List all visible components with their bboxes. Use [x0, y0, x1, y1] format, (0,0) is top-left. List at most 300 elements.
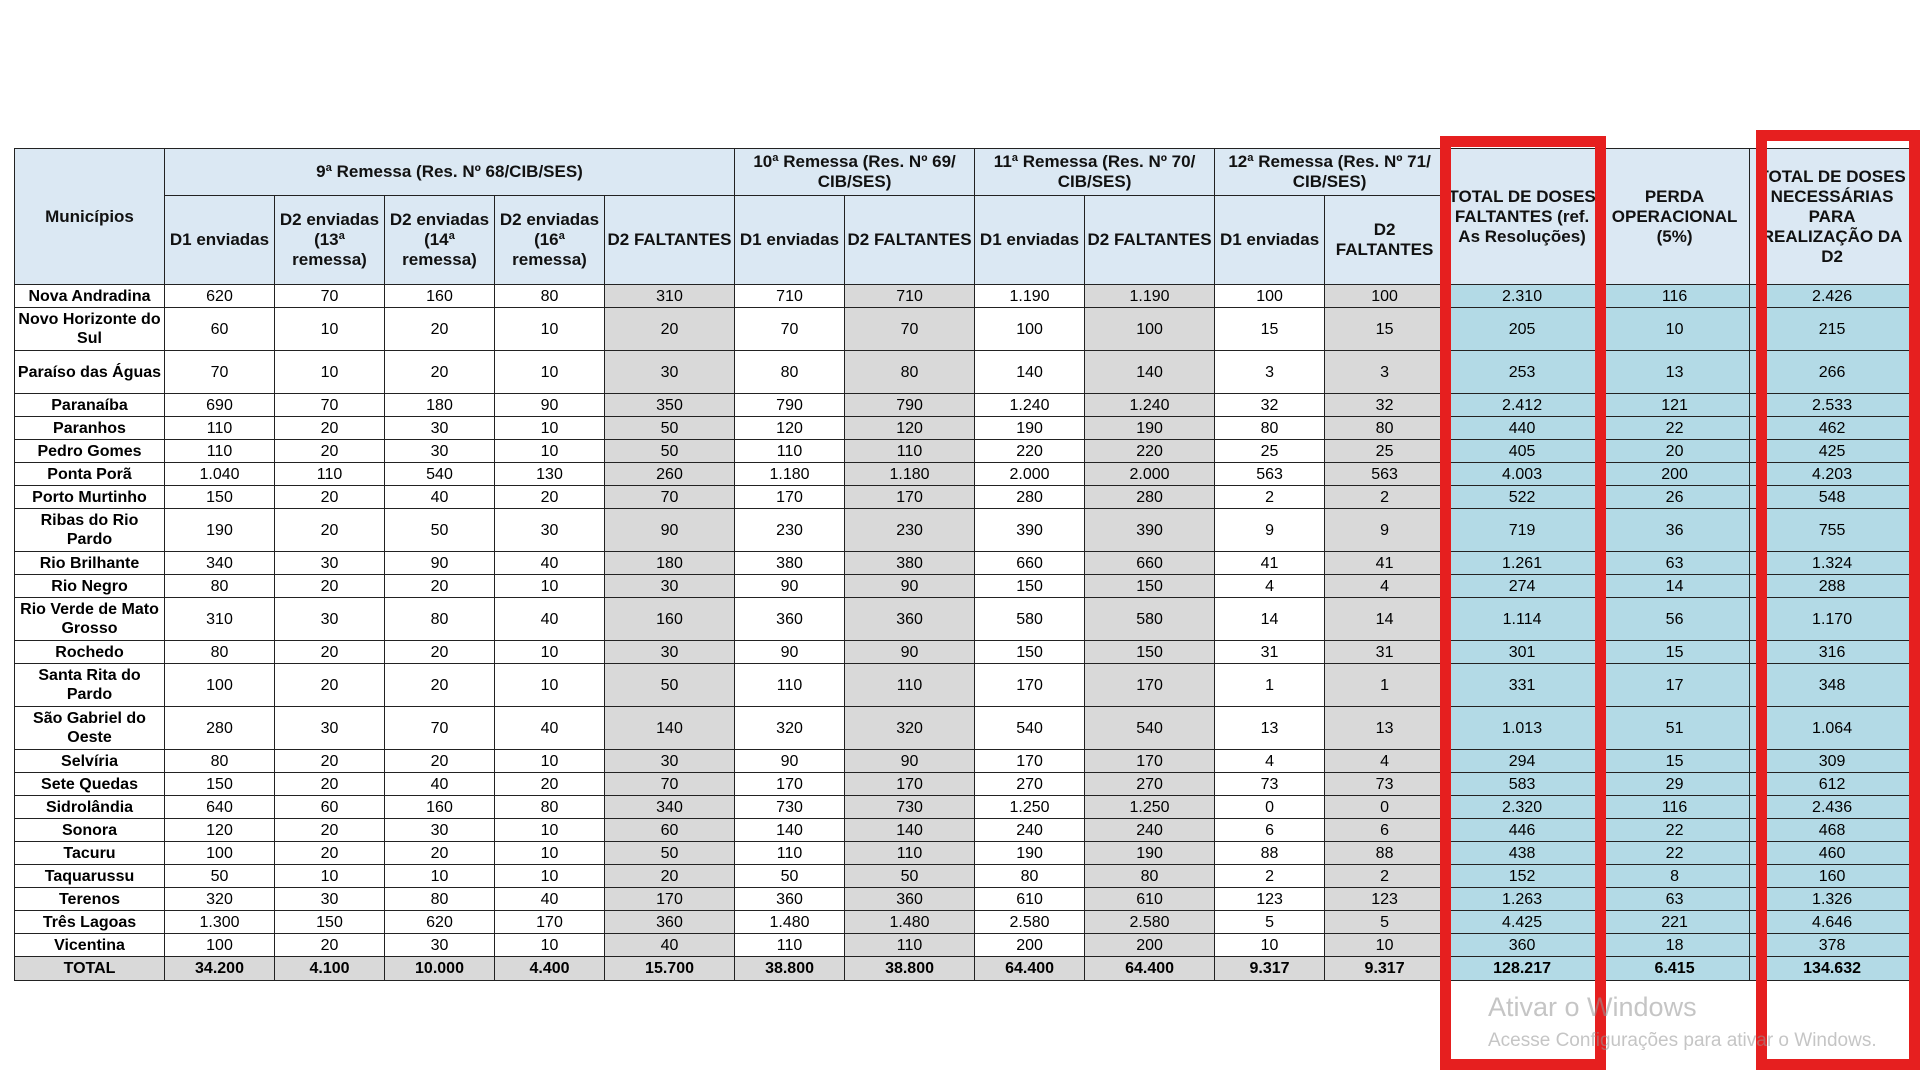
- table-cell: 1.114: [1445, 598, 1600, 641]
- table-cell: 310: [165, 598, 275, 641]
- table-cell: 25: [1215, 440, 1325, 463]
- table-cell: 15.700: [605, 957, 735, 981]
- table-cell: 610: [1085, 888, 1215, 911]
- table-cell: 170: [845, 773, 975, 796]
- table-cell: 1.250: [975, 796, 1085, 819]
- table-cell: 10: [495, 641, 605, 664]
- table-cell: 320: [165, 888, 275, 911]
- table-cell: 2: [1325, 865, 1445, 888]
- table-cell: 120: [845, 417, 975, 440]
- doses-table: [14, 148, 1915, 981]
- table-cell: 50: [605, 842, 735, 865]
- table-cell: 20: [275, 934, 385, 957]
- table-cell: 160: [605, 598, 735, 641]
- table-cell: 180: [605, 552, 735, 575]
- table-cell: 100: [1215, 285, 1325, 308]
- table-row: [15, 934, 1915, 957]
- table-cell: 140: [975, 351, 1085, 394]
- table-row: [15, 440, 1915, 463]
- table-cell: 150: [165, 773, 275, 796]
- table-cell: 50: [385, 509, 495, 552]
- table-header: [15, 149, 1915, 285]
- table-row: [15, 486, 1915, 509]
- table-cell: 40: [495, 552, 605, 575]
- table-cell: 719: [1445, 509, 1600, 552]
- table-body: [15, 285, 1915, 981]
- table-cell: 4.425: [1445, 911, 1600, 934]
- table-cell: 20: [275, 641, 385, 664]
- table-cell: 348: [1750, 664, 1915, 707]
- table-cell: 20: [1600, 440, 1750, 463]
- table-cell: 9: [1325, 509, 1445, 552]
- table-cell: 40: [385, 486, 495, 509]
- table-cell: 90: [735, 750, 845, 773]
- table-cell: 116: [1600, 796, 1750, 819]
- table-cell: 360: [735, 888, 845, 911]
- table-cell: 320: [845, 707, 975, 750]
- table-cell: 4: [1325, 575, 1445, 598]
- table-cell: 60: [605, 819, 735, 842]
- table-row: [15, 285, 1915, 308]
- header-total-necessarias: TOTAL DE DOSES NECESSÁRIAS PARA REALIZAÇÃO DA D2: [1750, 149, 1915, 285]
- table-cell: 2.426: [1750, 285, 1915, 308]
- table-cell: 340: [165, 552, 275, 575]
- table-cell: 380: [735, 552, 845, 575]
- table-cell: 4.646: [1750, 911, 1915, 934]
- table-cell: 10: [385, 865, 495, 888]
- table-cell: 170: [735, 486, 845, 509]
- table-cell: 190: [1085, 842, 1215, 865]
- table-cell: 88: [1325, 842, 1445, 865]
- table-cell: 15: [1600, 750, 1750, 773]
- municipio-name: Nova Andradina: [15, 285, 165, 308]
- table-row: [15, 509, 1915, 552]
- table-cell: 253: [1445, 351, 1600, 394]
- table-cell: 100: [165, 934, 275, 957]
- table-cell: 730: [845, 796, 975, 819]
- table-cell: 150: [1085, 575, 1215, 598]
- table-cell: 110: [275, 463, 385, 486]
- table-cell: 10: [495, 750, 605, 773]
- table-cell: 6: [1325, 819, 1445, 842]
- table-cell: 280: [1085, 486, 1215, 509]
- table-row: [15, 351, 1915, 394]
- table-cell: 221: [1600, 911, 1750, 934]
- table-cell: 360: [605, 911, 735, 934]
- table-cell: 1.190: [975, 285, 1085, 308]
- table-cell: 20: [275, 575, 385, 598]
- table-cell: 10: [495, 351, 605, 394]
- table-cell: 6: [1215, 819, 1325, 842]
- table-cell: 150: [975, 575, 1085, 598]
- table-row: [15, 641, 1915, 664]
- table-cell: 40: [495, 888, 605, 911]
- header-perda-operacional: PERDA OPERACIONAL (5%): [1600, 149, 1750, 285]
- table-cell: 34.200: [165, 957, 275, 981]
- table-cell: 340: [605, 796, 735, 819]
- table-cell: 755: [1750, 509, 1915, 552]
- table-cell: 80: [845, 351, 975, 394]
- table-row: [15, 842, 1915, 865]
- table-cell: 4.400: [495, 957, 605, 981]
- table-cell: 215: [1750, 308, 1915, 351]
- table-cell: 1.190: [1085, 285, 1215, 308]
- table-cell: 710: [735, 285, 845, 308]
- municipio-name: Santa Rita do Pardo: [15, 664, 165, 707]
- table-cell: 20: [275, 773, 385, 796]
- table-cell: 10: [1215, 934, 1325, 957]
- table-cell: 1: [1215, 664, 1325, 707]
- table-cell: 170: [1085, 664, 1215, 707]
- table-cell: 30: [385, 417, 495, 440]
- table-cell: 620: [165, 285, 275, 308]
- table-cell: 640: [165, 796, 275, 819]
- table-cell: 10: [1325, 934, 1445, 957]
- table-cell: 30: [275, 552, 385, 575]
- table-row: [15, 552, 1915, 575]
- table-cell: 1.170: [1750, 598, 1915, 641]
- table-cell: 10: [275, 865, 385, 888]
- table-cell: 10: [1600, 308, 1750, 351]
- header-sub: D1 enviadas: [735, 196, 845, 285]
- table-cell: 90: [735, 575, 845, 598]
- header-group-9: 9ª Remessa (Res. Nº 68/CIB/SES): [165, 149, 735, 196]
- table-cell: 5: [1215, 911, 1325, 934]
- total-label: TOTAL: [15, 957, 165, 981]
- header-sub: D2 FALTANTES: [1085, 196, 1215, 285]
- table-cell: 294: [1445, 750, 1600, 773]
- table-cell: 360: [735, 598, 845, 641]
- header-sub: D2 enviadas (14ª remessa): [385, 196, 495, 285]
- table-row: [15, 911, 1915, 934]
- table-cell: 280: [165, 707, 275, 750]
- table-cell: 6.415: [1600, 957, 1750, 981]
- table-cell: 90: [845, 575, 975, 598]
- table-cell: 128.217: [1445, 957, 1600, 981]
- table-cell: 190: [975, 417, 1085, 440]
- table-cell: 80: [165, 575, 275, 598]
- table-cell: 20: [385, 308, 495, 351]
- table-cell: 0: [1215, 796, 1325, 819]
- table-cell: 9.317: [1325, 957, 1445, 981]
- table-cell: 4.203: [1750, 463, 1915, 486]
- table-cell: 462: [1750, 417, 1915, 440]
- table-cell: 350: [605, 394, 735, 417]
- header-sub: D1 enviadas: [165, 196, 275, 285]
- table-cell: 30: [275, 888, 385, 911]
- table-cell: 390: [1085, 509, 1215, 552]
- table-cell: 100: [1325, 285, 1445, 308]
- table-cell: 10: [275, 351, 385, 394]
- table-row: [15, 773, 1915, 796]
- table-cell: 20: [495, 486, 605, 509]
- table-cell: 29: [1600, 773, 1750, 796]
- table-cell: 38.800: [735, 957, 845, 981]
- table-cell: 160: [1750, 865, 1915, 888]
- table-cell: 730: [735, 796, 845, 819]
- table-cell: 563: [1325, 463, 1445, 486]
- table-cell: 20: [385, 575, 495, 598]
- table-cell: 110: [845, 440, 975, 463]
- table-cell: 90: [845, 641, 975, 664]
- table-cell: 80: [1325, 417, 1445, 440]
- table-cell: 70: [275, 285, 385, 308]
- table-cell: 160: [385, 796, 495, 819]
- table-cell: 13: [1325, 707, 1445, 750]
- table-cell: 10: [495, 664, 605, 707]
- municipio-name: Rochedo: [15, 641, 165, 664]
- table-cell: 80: [385, 888, 495, 911]
- table-cell: 170: [975, 750, 1085, 773]
- table-cell: 70: [275, 394, 385, 417]
- municipio-name: Rio Brilhante: [15, 552, 165, 575]
- table-cell: 80: [1085, 865, 1215, 888]
- table-cell: 10: [495, 440, 605, 463]
- municipio-name: Sidrolândia: [15, 796, 165, 819]
- table-cell: 63: [1600, 888, 1750, 911]
- table-cell: 40: [495, 598, 605, 641]
- table-cell: 170: [1085, 750, 1215, 773]
- table-cell: 15: [1325, 308, 1445, 351]
- table-cell: 2: [1325, 486, 1445, 509]
- table-cell: 200: [1600, 463, 1750, 486]
- municipio-name: Sonora: [15, 819, 165, 842]
- table-cell: 20: [275, 417, 385, 440]
- header-sub: D2 FALTANTES: [605, 196, 735, 285]
- table-cell: 110: [735, 934, 845, 957]
- table-cell: 140: [605, 707, 735, 750]
- header-municipios: Municípios: [15, 149, 165, 285]
- table-cell: 13: [1215, 707, 1325, 750]
- table-cell: 17: [1600, 664, 1750, 707]
- table-cell: 30: [385, 440, 495, 463]
- table-cell: 240: [975, 819, 1085, 842]
- header-sub: D2 FALTANTES: [1325, 196, 1445, 285]
- table-cell: 10.000: [385, 957, 495, 981]
- table-cell: 360: [845, 598, 975, 641]
- table-cell: 130: [495, 463, 605, 486]
- table-cell: 438: [1445, 842, 1600, 865]
- windows-activation-watermark-subtitle: Acesse Configurações para ativar o Windows.: [1488, 1030, 1877, 1051]
- table-cell: 1.180: [735, 463, 845, 486]
- table-cell: 80: [735, 351, 845, 394]
- municipio-name: Novo Horizonte do Sul: [15, 308, 165, 351]
- table-cell: 10: [495, 308, 605, 351]
- table-cell: 90: [845, 750, 975, 773]
- table-cell: 190: [165, 509, 275, 552]
- table-cell: 110: [735, 842, 845, 865]
- table-cell: 60: [165, 308, 275, 351]
- table-cell: 405: [1445, 440, 1600, 463]
- table-cell: 3: [1215, 351, 1325, 394]
- table-row: [15, 575, 1915, 598]
- table-cell: 110: [845, 664, 975, 707]
- table-cell: 60: [275, 796, 385, 819]
- table-cell: 20: [605, 308, 735, 351]
- table-cell: 170: [605, 888, 735, 911]
- table-cell: 20: [385, 664, 495, 707]
- table-cell: 2.580: [975, 911, 1085, 934]
- table-cell: 100: [1085, 308, 1215, 351]
- table-cell: 540: [385, 463, 495, 486]
- table-cell: 140: [845, 819, 975, 842]
- table-cell: 20: [275, 486, 385, 509]
- table-cell: 309: [1750, 750, 1915, 773]
- table-cell: 80: [1215, 417, 1325, 440]
- table-cell: 80: [495, 796, 605, 819]
- table-cell: 378: [1750, 934, 1915, 957]
- table-cell: 230: [735, 509, 845, 552]
- table-cell: 4: [1325, 750, 1445, 773]
- table-cell: 9.317: [1215, 957, 1325, 981]
- table-cell: 30: [605, 750, 735, 773]
- table-cell: 220: [1085, 440, 1215, 463]
- table-cell: 110: [165, 417, 275, 440]
- table-row: [15, 463, 1915, 486]
- table-cell: 150: [1085, 641, 1215, 664]
- table-cell: 1.324: [1750, 552, 1915, 575]
- table-cell: 30: [275, 598, 385, 641]
- table-cell: 110: [845, 934, 975, 957]
- table-cell: 22: [1600, 842, 1750, 865]
- table-cell: 20: [495, 773, 605, 796]
- table-cell: 30: [605, 575, 735, 598]
- table-cell: 90: [495, 394, 605, 417]
- table-row: [15, 865, 1915, 888]
- table-cell: 10: [495, 819, 605, 842]
- municipio-name: Rio Verde de Mato Grosso: [15, 598, 165, 641]
- table-cell: 190: [975, 842, 1085, 865]
- table-cell: 690: [165, 394, 275, 417]
- table-cell: 20: [275, 509, 385, 552]
- table-cell: 580: [975, 598, 1085, 641]
- table-cell: 274: [1445, 575, 1600, 598]
- table-cell: 20: [275, 819, 385, 842]
- table-cell: 31: [1325, 641, 1445, 664]
- table-cell: 64.400: [1085, 957, 1215, 981]
- table-cell: 50: [735, 865, 845, 888]
- table-cell: 1.261: [1445, 552, 1600, 575]
- table-cell: 90: [735, 641, 845, 664]
- table-cell: 580: [1085, 598, 1215, 641]
- table-cell: 100: [165, 664, 275, 707]
- header-sub: D1 enviadas: [975, 196, 1085, 285]
- table-cell: 26: [1600, 486, 1750, 509]
- table-cell: 4.003: [1445, 463, 1600, 486]
- table-cell: 134.632: [1750, 957, 1915, 981]
- table-cell: 200: [1085, 934, 1215, 957]
- table-cell: 20: [385, 641, 495, 664]
- table-cell: 32: [1215, 394, 1325, 417]
- table-cell: 15: [1215, 308, 1325, 351]
- table-cell: 2: [1215, 486, 1325, 509]
- table-row: [15, 819, 1915, 842]
- table-cell: 110: [735, 440, 845, 463]
- table-cell: 51: [1600, 707, 1750, 750]
- table-cell: 170: [495, 911, 605, 934]
- header-group-10: 10ª Remessa (Res. Nº 69/ CIB/SES): [735, 149, 975, 196]
- table-cell: 2.580: [1085, 911, 1215, 934]
- table-cell: 160: [385, 285, 495, 308]
- table-cell: 20: [385, 351, 495, 394]
- table-cell: 30: [275, 707, 385, 750]
- header-sub: D1 enviadas: [1215, 196, 1325, 285]
- table-cell: 660: [1085, 552, 1215, 575]
- table-cell: 25: [1325, 440, 1445, 463]
- table-row: [15, 750, 1915, 773]
- table-cell: 266: [1750, 351, 1915, 394]
- municipio-name: Porto Murtinho: [15, 486, 165, 509]
- table-cell: 100: [975, 308, 1085, 351]
- municipio-name: Paranhos: [15, 417, 165, 440]
- table-cell: 36: [1600, 509, 1750, 552]
- table-cell: 20: [275, 440, 385, 463]
- table-cell: 612: [1750, 773, 1915, 796]
- table-cell: 540: [975, 707, 1085, 750]
- table-cell: 30: [385, 819, 495, 842]
- header-group-12: 12ª Remessa (Res. Nº 71/ CIB/SES): [1215, 149, 1445, 196]
- table-cell: 0: [1325, 796, 1445, 819]
- table-cell: 73: [1215, 773, 1325, 796]
- windows-activation-watermark: Ativar o Windows: [1488, 992, 1697, 1022]
- table-cell: 2.436: [1750, 796, 1915, 819]
- municipio-name: Três Lagoas: [15, 911, 165, 934]
- table-cell: 1.240: [975, 394, 1085, 417]
- table-cell: 8: [1600, 865, 1750, 888]
- table-cell: 22: [1600, 819, 1750, 842]
- table-cell: 140: [735, 819, 845, 842]
- table-cell: 150: [975, 641, 1085, 664]
- table-cell: 522: [1445, 486, 1600, 509]
- table-cell: 4: [1215, 575, 1325, 598]
- table-cell: 50: [605, 440, 735, 463]
- table-cell: 90: [385, 552, 495, 575]
- table-cell: 20: [605, 865, 735, 888]
- table-cell: 660: [975, 552, 1085, 575]
- table-cell: 790: [845, 394, 975, 417]
- header-sub: D2 enviadas (16ª remessa): [495, 196, 605, 285]
- table-cell: 90: [605, 509, 735, 552]
- table-cell: 32: [1325, 394, 1445, 417]
- table-cell: 1.180: [845, 463, 975, 486]
- table-cell: 22: [1600, 417, 1750, 440]
- municipio-name: Selvíria: [15, 750, 165, 773]
- table-row: [15, 394, 1915, 417]
- table-cell: 110: [165, 440, 275, 463]
- table-cell: 710: [845, 285, 975, 308]
- table-cell: 1.250: [1085, 796, 1215, 819]
- table-cell: 205: [1445, 308, 1600, 351]
- table-cell: 88: [1215, 842, 1325, 865]
- header-total-faltantes: TOTAL DE DOSES FALTANTES (ref. As Resoluções): [1445, 149, 1600, 285]
- table-cell: 446: [1445, 819, 1600, 842]
- table-cell: 40: [605, 934, 735, 957]
- municipio-name: Sete Quedas: [15, 773, 165, 796]
- table-cell: 70: [385, 707, 495, 750]
- table-cell: 10: [495, 865, 605, 888]
- municipio-name: Vicentina: [15, 934, 165, 957]
- table-row: [15, 888, 1915, 911]
- table-cell: 50: [605, 664, 735, 707]
- table-cell: 316: [1750, 641, 1915, 664]
- table-cell: 9: [1215, 509, 1325, 552]
- header-group-row: [15, 149, 1915, 196]
- table-cell: 310: [605, 285, 735, 308]
- municipio-name: Paranaíba: [15, 394, 165, 417]
- table-cell: 5: [1325, 911, 1445, 934]
- table-cell: 1.263: [1445, 888, 1600, 911]
- table-cell: 123: [1325, 888, 1445, 911]
